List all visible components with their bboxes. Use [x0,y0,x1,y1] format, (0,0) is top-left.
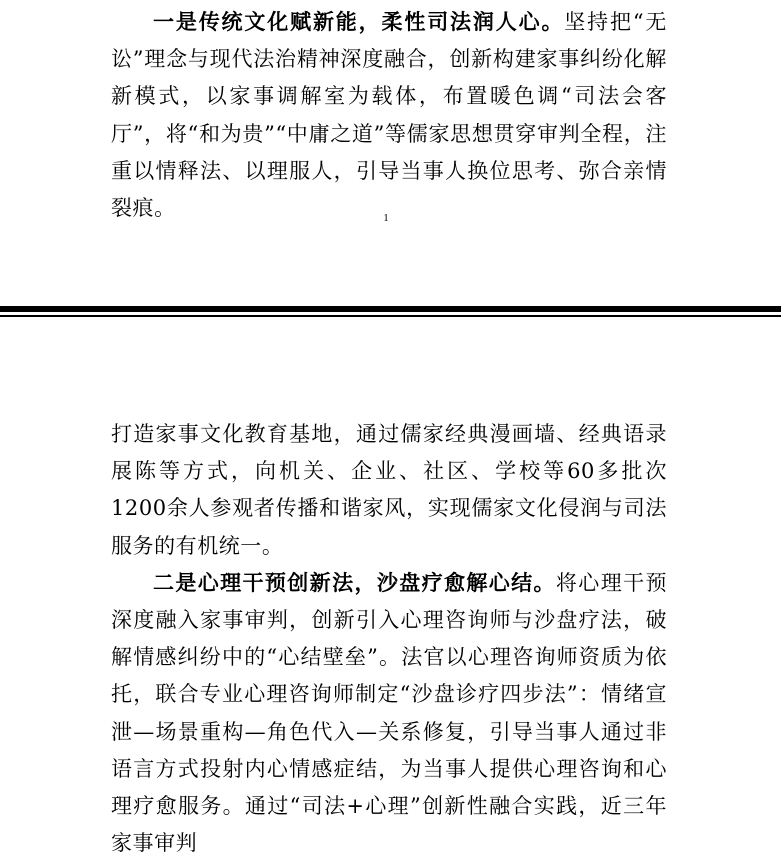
page-break-thin-line [0,315,781,317]
document-page-1 [0,0,781,306]
paragraph-lead-heading: 一是传统文化赋新能，柔性司法润人心。 [153,10,565,34]
paragraph-psychological-intervention [111,565,667,862]
paragraph-lead-heading: 二是心理干预创新法，沙盘疗愈解心结。 [153,570,556,595]
page-break-thick-line [0,306,781,312]
paragraph-traditional-culture [111,4,667,227]
page-number: 1 [383,212,389,224]
paragraph-body: 坚持把“无讼”理念与现代法治精神深度融合，创新构建家事纠纷化解新模式，以家事调解室为载体，布置暖色调“司法会客厅”，将“和为贵”“中庸之道”等儒家思想贯穿审判全程，注重以情释法、以理服人，引导当事人换位思考、弥合亲情裂痕。 [111,10,667,221]
paragraph-body: 打造家事文化教育基地，通过儒家经典漫画墙、经典语录展陈等方式，向机关、企业、社区、学校等60多批次1200余人参观者传播和谐家风，实现儒家文化侵润与司法服务的有机统一。 [111,422,667,558]
paragraph-continuation [111,416,667,565]
page-2-text [111,416,667,862]
paragraph-body: 将心理干预深度融入家事审判，创新引入心理咨询师与沙盘疗法，破解情感纠纷中的“心结壁垒”。法官以心理咨询师资质为依托，联合专业心理咨询师制定“沙盘诊疗四步法”：情绪宣泄—场景重构—角色代入—关系修复，引导当事人通过非语言方式投射内心情感症结，为当事人提供心理咨询和心理疗愈服务。通过“司法+心理”创新性融合实践，近三年家事审判 [111,570,668,856]
page-1-text [111,4,667,227]
